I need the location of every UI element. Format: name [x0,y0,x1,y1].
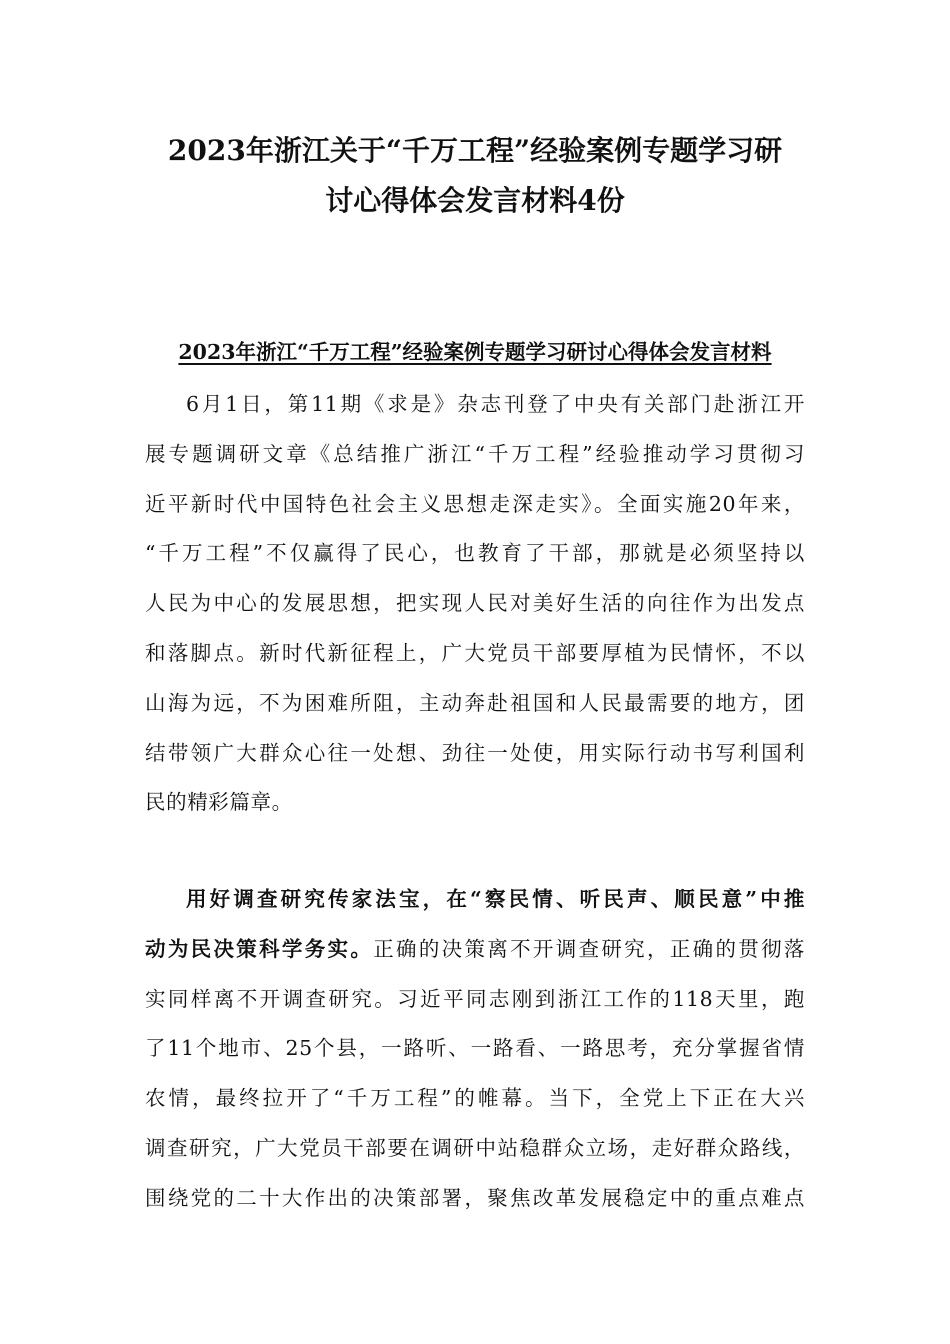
document-title-line-1: 2023年浙江关于“千万工程”经验案例专题学习研 [167,134,783,167]
paragraph-line: 围绕党的二十大作出的决策部署，聚焦改革发展稳定中的重点难点 [145,1185,805,1210]
paragraph-line: 实同样离不开调查研究。习近平同志刚到浙江工作的118天里，跑 [145,986,805,1011]
paragraph-intro [145,380,805,828]
paragraph-line: 人民为中心的发展思想，把实现人民对美好生活的向往作为出发点 [145,591,805,616]
paragraph-heading-line: 用好调查研究传家法宝，在“察民情、听民声、顺民意”中推 [186,887,805,911]
paragraph-heading-end: 动为民决策科学务实。 [145,936,374,961]
paragraph-line: 和落脚点。新时代新征程上，广大党员干部要厚植为民情怀，不以 [145,640,805,665]
paragraph-line: 山海为远，不为困难所阻，主动奔赴祖国和人民最需要的地方，团 [145,690,805,715]
paragraph-line: 了11个地市、25个县，一路听、一路看、一路思考，充分掌握省情 [145,1036,805,1061]
paragraph-line: 调查研究，广大党员干部要在调研中站稳群众立场，走好群众路线， [145,1135,805,1160]
section-subtitle: 2023年浙江“千万工程”经验案例专题学习研讨心得体会发言材料 [178,340,772,364]
document-title-line-2: 讨心得体会发言材料4份 [325,184,625,217]
paragraph-research [145,875,805,1224]
paragraph-line: 农情，最终拉开了“千万工程”的帷幕。当下，全党上下正在大兴 [145,1086,805,1111]
paragraph-line-rest: 正确的决策离不开调查研究，正确的贯彻落 [373,936,806,961]
paragraph-line-mixed [145,925,805,975]
paragraph-line: “千万工程”不仅赢得了民心，也教育了干部，那就是必须坚持以 [145,541,805,566]
paragraph-line: 6月1日，第11期《求是》杂志刊登了中央有关部门赴浙江开 [186,392,805,416]
paragraph-line: 展专题调研文章《总结推广浙江“千万工程”经验推动学习贯彻习 [145,441,805,466]
paragraph-line: 民的精彩篇章。 [145,790,293,815]
document-title [140,126,810,226]
paragraph-line: 近平新时代中国特色社会主义思想走深走实》。全面实施20年来， [145,491,805,516]
paragraph-line: 结带领广大群众心往一处想、劲往一处使，用实际行动书写利国利 [145,740,805,765]
